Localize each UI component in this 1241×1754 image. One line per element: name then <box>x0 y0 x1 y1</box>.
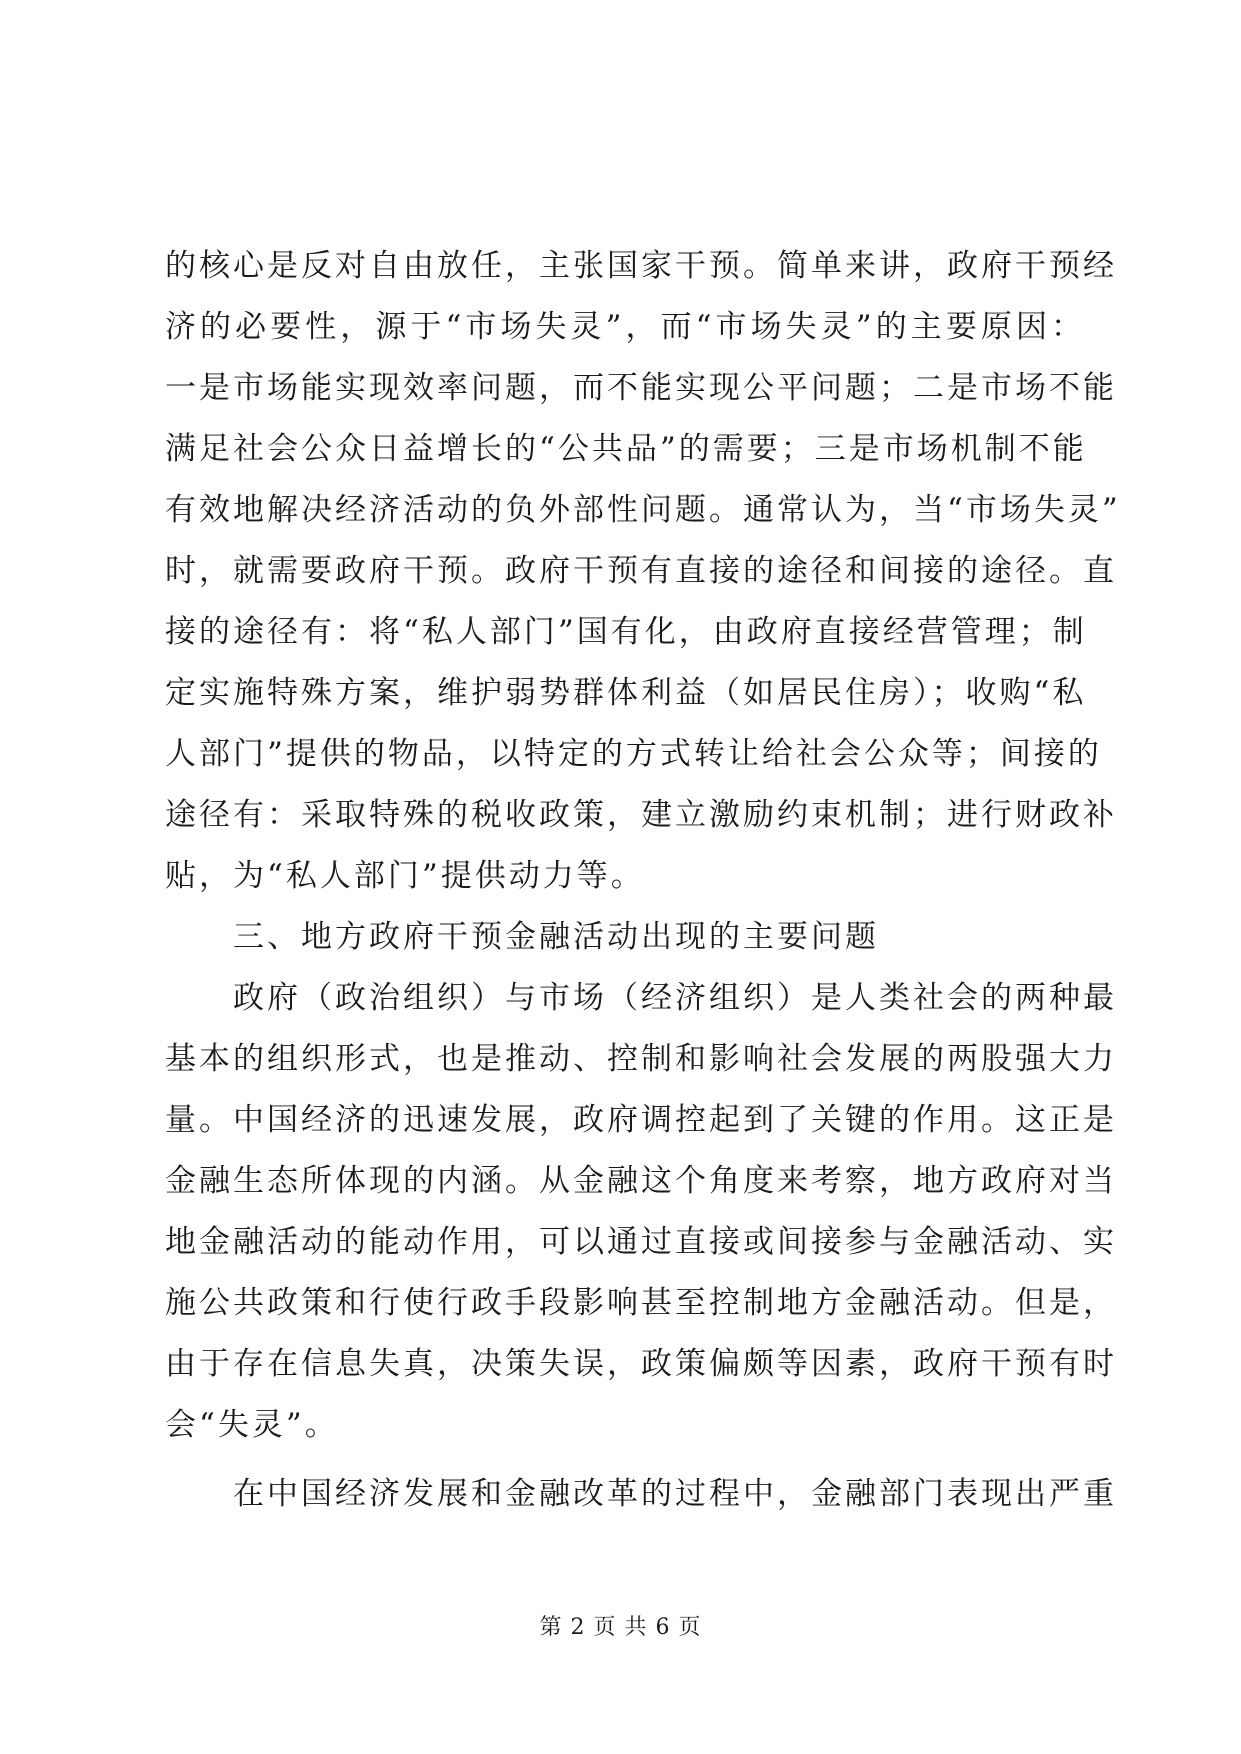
text-line: 的核心是反对自由放任，主张国家干预。简单来讲，政府干预经 <box>165 248 1117 284</box>
section-heading-text: 三、地方政府干预金融活动出现的主要问题 <box>233 919 879 955</box>
section-heading-3 <box>165 907 1085 968</box>
paragraph-financial-reform <box>165 1464 1117 1525</box>
text-line: 满足社会公众日益增长的“公共品”的需要；三是市场机制不能 <box>165 431 1087 467</box>
text-line: 会“失灵”。 <box>165 1407 339 1443</box>
paragraph-government-and-market <box>165 968 1117 1456</box>
text-line: 在中国经济发展和金融改革的过程中，金融部门表现出严重 <box>233 1476 1117 1512</box>
text-line: 基本的组织形式，也是推动、控制和影响社会发展的两股强大力 <box>165 1041 1117 1077</box>
document-body <box>165 236 1121 1525</box>
text-line: 金融生态所体现的内涵。从金融这个角度来考察，地方政府对当 <box>165 1163 1117 1199</box>
text-line: 济的必要性，源于“市场失灵”，而“市场失灵”的主要原因： <box>165 309 1085 345</box>
text-line: 途径有：采取特殊的税收政策，建立激励约束机制；进行财政补 <box>165 797 1117 833</box>
text-line: 时，就需要政府干预。政府干预有直接的途径和间接的途径。直 <box>165 553 1117 589</box>
text-line: 定实施特殊方案，维护弱势群体利益（如居民住房）；收购“私 <box>165 675 1087 711</box>
text-line: 政府（政治组织）与市场（经济组织）是人类社会的两种最 <box>233 980 1117 1016</box>
text-line: 一是市场能实现效率问题，而不能实现公平问题；二是市场不能 <box>165 370 1117 406</box>
text-line: 地金融活动的能动作用，可以通过直接或间接参与金融活动、实 <box>165 1224 1117 1260</box>
text-line: 由于存在信息失真，决策失误，政策偏颇等因素，政府干预有时 <box>165 1346 1117 1382</box>
text-line: 施公共政策和行使行政手段影响甚至控制地方金融活动。但是， <box>165 1285 1117 1321</box>
page-footer <box>0 1610 1241 1641</box>
text-line: 贴，为“私人部门”提供动力等。 <box>165 858 645 894</box>
text-line: 有效地解决经济活动的负外部性问题。通常认为，当“市场失灵” <box>165 492 1121 528</box>
text-line: 量。中国经济的迅速发展，政府调控起到了关键的作用。这正是 <box>165 1102 1117 1138</box>
paragraph-spacer <box>165 1456 1085 1464</box>
paragraph-government-intervention <box>165 236 1121 907</box>
page-number-label: 第 2 页 共 6 页 <box>539 1615 702 1640</box>
text-line: 接的途径有：将“私人部门”国有化，由政府直接经营管理；制 <box>165 614 1087 650</box>
text-line: 人部门”提供的物品，以特定的方式转让给社会公众等；间接的 <box>165 736 1102 772</box>
